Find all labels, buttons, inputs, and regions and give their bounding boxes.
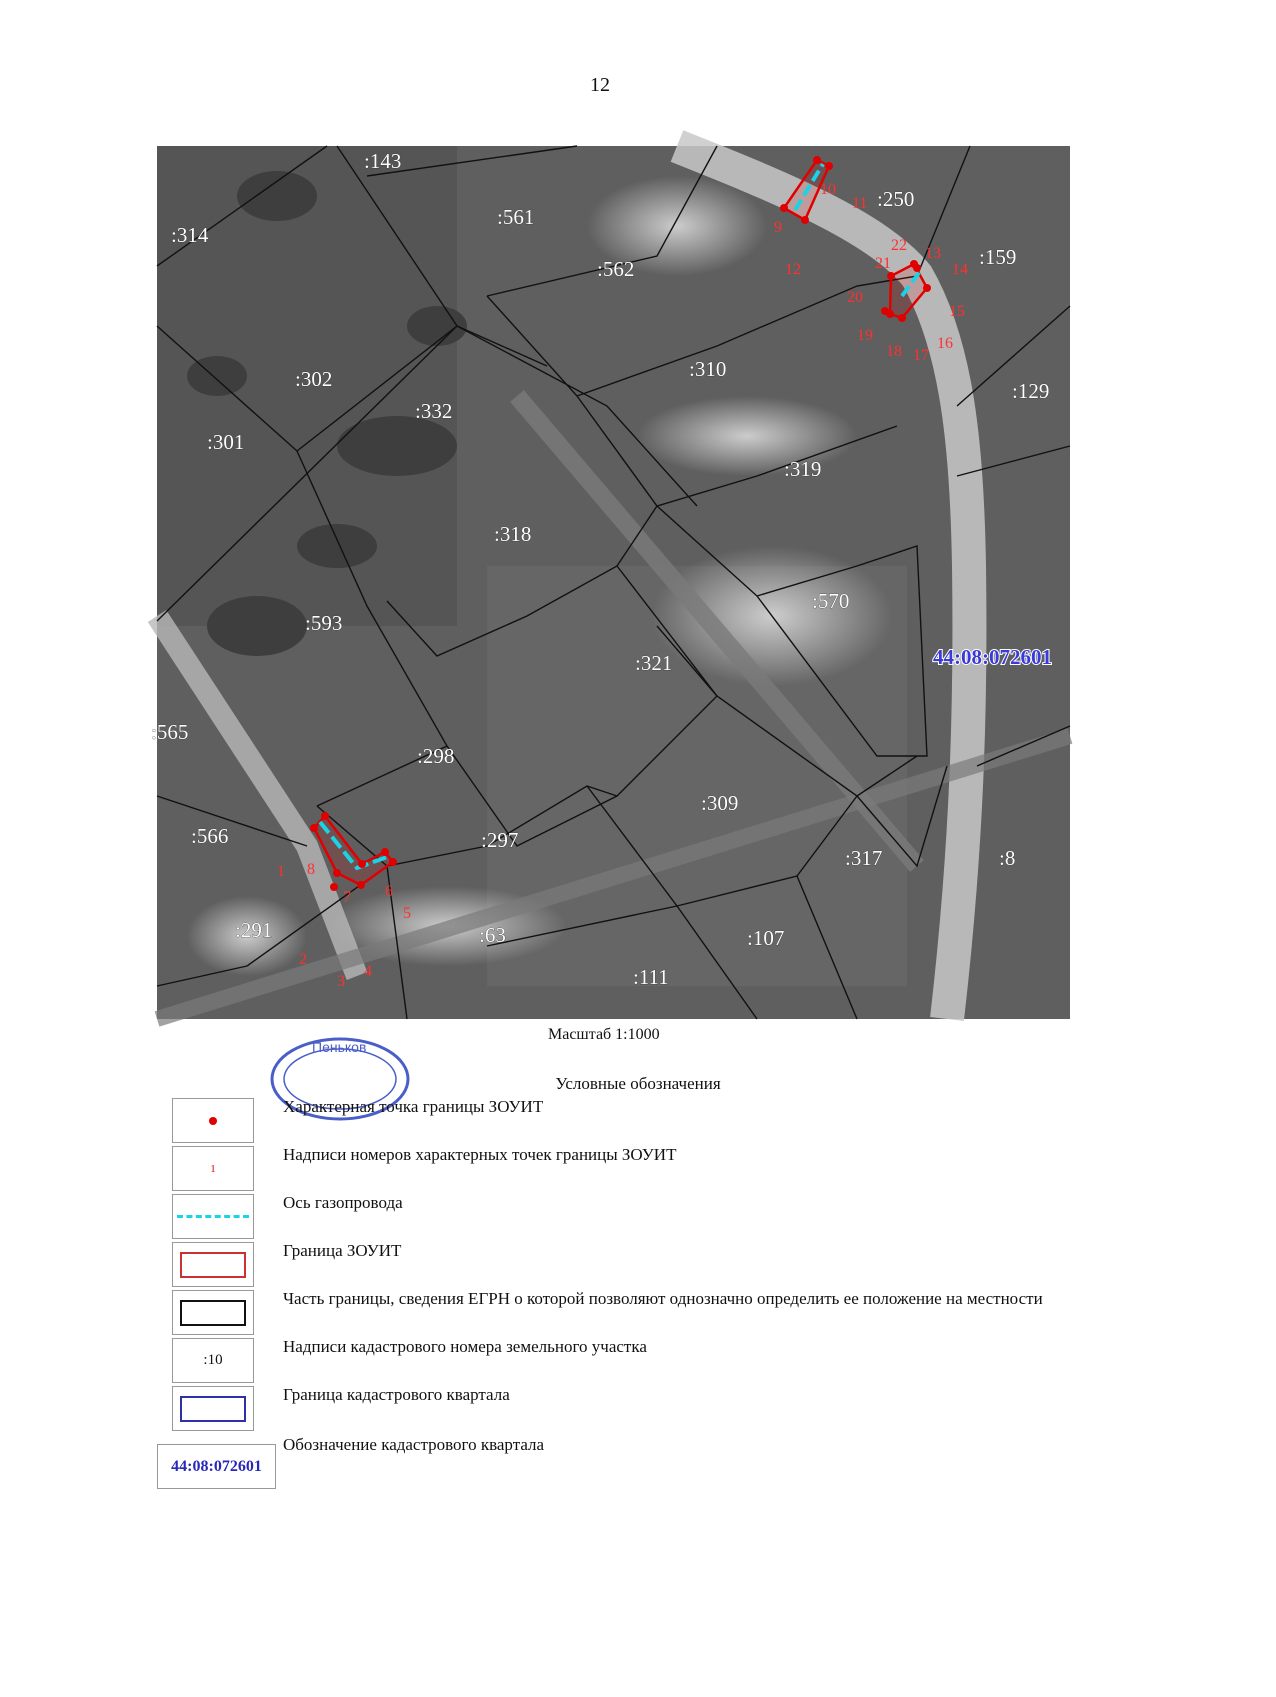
plot-label: :332 [415, 399, 453, 423]
point-number-label: 21 [875, 255, 891, 272]
point-number-label: 22 [891, 237, 907, 254]
legend-text-cadastral-number: Надписи кадастрового номера земельного участка [283, 1337, 647, 1356]
plot-label: :291 [235, 918, 273, 942]
stamp-fragment [270, 1024, 410, 1054]
legend-symbol-point [172, 1098, 254, 1143]
point-number-label: 10 [820, 181, 836, 198]
plot-label: :111 [633, 965, 669, 989]
point-number-label: 17 [913, 347, 929, 364]
plot-label: :8 [999, 846, 1016, 870]
point-number-label: 14 [952, 261, 968, 278]
plot-label: :565 [151, 720, 189, 744]
legend-text-point: Характерная точка границы ЗОУИТ [283, 1097, 544, 1116]
plot-label: :309 [701, 791, 739, 815]
legend-symbol-point-number [172, 1146, 254, 1191]
legend-symbol-cadastral-number [172, 1338, 254, 1383]
point-number-label: 12 [785, 261, 801, 278]
plot-label: :129 [1012, 379, 1050, 403]
plot-label: :159 [979, 245, 1017, 269]
plot-label: :314 [171, 223, 209, 247]
plot-label: :301 [207, 430, 245, 454]
legend-symbol-plot-boundary [172, 1290, 254, 1335]
point-number-label: 13 [925, 245, 941, 262]
plot-label: :143 [364, 149, 402, 173]
point-number-label: 7 [343, 889, 351, 906]
plot-label: :317 [845, 846, 883, 870]
red-rectangle-icon [180, 1252, 246, 1278]
legend-text-plot-boundary: Часть границы, сведения ЕГРН о которой позволяют однозначно определить ее положение на местности [283, 1289, 1043, 1308]
legend-symbol-gas-axis [172, 1194, 254, 1239]
cadastral-quarter-label: 44:08:072601 [933, 645, 1052, 669]
page-number: 12 [590, 74, 610, 96]
legend-text-zouit-boundary: Граница ЗОУИТ [283, 1241, 402, 1260]
plot-label: :250 [877, 187, 915, 211]
legend-symbol-quarter-label: 44:08:072601 [157, 1444, 276, 1489]
plot-label: :561 [497, 205, 535, 229]
point-number-label: 9 [774, 219, 782, 236]
red-dot-icon [209, 1117, 217, 1125]
point-number-label: 20 [847, 289, 863, 306]
map-svg [151, 146, 1070, 1019]
black-rectangle-icon [180, 1300, 246, 1326]
point-number-label: 4 [364, 963, 372, 980]
cadastral-number-sample: :10 [203, 1352, 223, 1368]
plot-label: :107 [747, 926, 785, 950]
point-number-label: 8 [307, 861, 315, 878]
point-number-label: 5 [403, 905, 411, 922]
plot-label: :319 [784, 457, 822, 481]
map-scale: Масштаб 1:1000 [548, 1026, 660, 1043]
point-number-label: 11 [852, 195, 868, 212]
cleared-area-310 [637, 396, 857, 476]
point-number-label: 2 [299, 951, 307, 968]
legend-text-quarter-boundary: Граница кадастрового квартала [283, 1385, 510, 1404]
legend-symbol-quarter-boundary [172, 1386, 254, 1431]
legend-symbol-zouit-boundary [172, 1242, 254, 1287]
plot-label: :302 [295, 367, 333, 391]
legend-title: Условные обозначения [555, 1074, 721, 1093]
plot-label: :310 [689, 357, 727, 381]
blue-rectangle-icon [180, 1396, 246, 1422]
point-number-label: 16 [937, 335, 953, 352]
plot-label: :318 [494, 522, 532, 546]
point-number-label: 19 [857, 327, 873, 344]
plot-label: :297 [481, 828, 519, 852]
plot-label: :570 [812, 589, 850, 613]
cadastral-map[interactable] [151, 146, 1070, 1019]
point-number-label: 15 [949, 303, 965, 320]
plot-label: :321 [635, 651, 673, 675]
plot-label: :63 [479, 923, 506, 947]
dashed-line-icon [177, 1215, 249, 1218]
legend-text-point-number: Надписи номеров характерных точек границы ЗОУИТ [283, 1145, 677, 1164]
point-number-label: 18 [886, 343, 902, 360]
point-number-sample: 1 [210, 1162, 216, 1175]
plot-label: :298 [417, 744, 455, 768]
point-number-label: 3 [337, 973, 345, 990]
legend-text-gas-axis: Ось газопровода [283, 1193, 403, 1212]
plot-label: :593 [305, 611, 343, 635]
point-number-label: 6 [385, 883, 393, 900]
plot-label: :566 [191, 824, 229, 848]
stamp-text: Пеньков [312, 1039, 367, 1055]
point-number-label: 1 [277, 863, 285, 880]
legend-text-quarter-label: Обозначение кадастрового квартала [283, 1435, 545, 1454]
plot-label: :562 [597, 257, 635, 281]
